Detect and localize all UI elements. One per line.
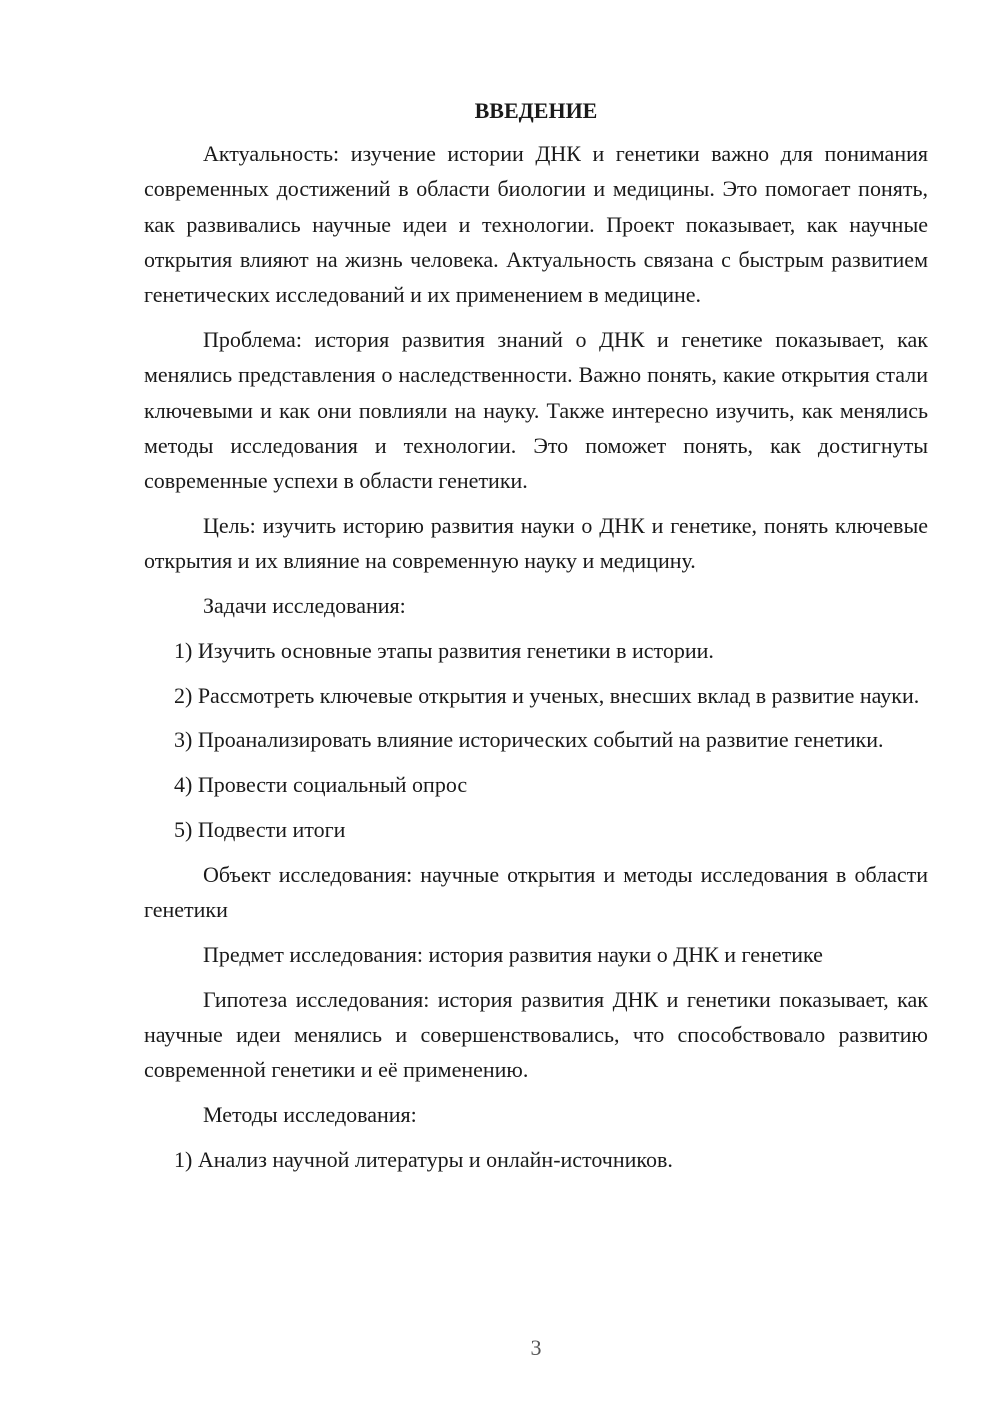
methods-heading: Методы исследования: — [203, 1102, 417, 1128]
page-content — [144, 95, 928, 1187]
page-number: 3 — [530, 1335, 542, 1360]
object-paragraph: Объект исследования: научные открытия и методы исследования в области генетики — [144, 861, 928, 923]
task-item-2: 2) Рассмотреть ключевые открытия и ученых, внесших вклад в развитие науки. — [174, 682, 920, 708]
task-item-5: 5) Подвести итоги — [174, 817, 346, 843]
goal-paragraph: Цель: изучить историю развития науки о ДНК и генетике, понять ключевые открытия и их влияние на современную науку и медицину. — [144, 512, 928, 574]
relevance-paragraph: Актуальность: изучение истории ДНК и генетики важно для понимания современных достижений в области биологии и медицины. Это помогает понять, как развивались научные идеи и технологии. Проект показывает, как научные открытия влияют на жизнь человека. Актуальность связана с быстрым развитием генетических исследований и их применением в медицине. — [144, 141, 928, 308]
task-item-3: 3) Проанализировать влияние исторических событий на развитие генетики. — [174, 727, 884, 753]
task-item-1: 1) Изучить основные этапы развития генетики в истории. — [174, 637, 714, 663]
subject-paragraph: Предмет исследования: история развития науки о ДНК и генетике — [203, 941, 823, 967]
tasks-heading: Задачи исследования: — [203, 593, 406, 619]
problem-paragraph: Проблема: история развития знаний о ДНК и генетике показывает, как менялись представления о наследственности. Важно понять, какие открытия стали ключевыми и как они повлияли на науку. Также интересно изучить, как менялись методы исследования и технологии. Это поможет понять, как достигнуты современные успехи в области генетики. — [144, 326, 928, 494]
method-item-1: 1) Анализ научной литературы и онлайн-источников. — [174, 1146, 673, 1172]
hypothesis-paragraph: Гипотеза исследования: история развития ДНК и генетики показывает, как научные идеи менялись и совершенствовались, что способствовало развитию современной генетики и её применению. — [144, 986, 928, 1083]
task-item-4: 4) Провести социальный опрос — [174, 772, 468, 798]
section-title: ВВЕДЕНИЕ — [474, 98, 598, 123]
